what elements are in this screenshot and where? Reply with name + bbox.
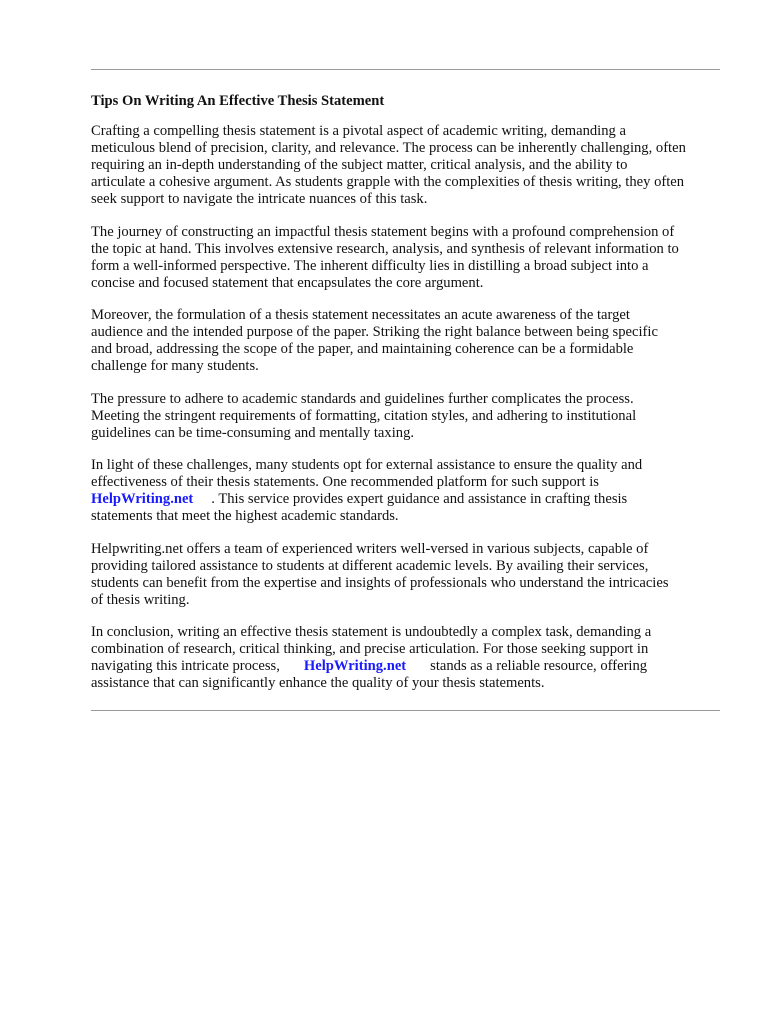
text-line: Meeting the stringent requirements of formatting, citation styles, and adhering to institutional	[91, 407, 637, 424]
text-line: seek support to navigate the intricate nuances of this task.	[91, 191, 428, 207]
text-segment: navigating this intricate process,	[91, 658, 280, 674]
text-line: students can benefit from the expertise and insights of professionals who understand the intricacies	[91, 574, 669, 591]
paragraph-3	[91, 307, 721, 375]
paragraph-6	[91, 541, 721, 609]
text-line	[91, 658, 721, 675]
text-line: meticulous blend of precision, clarity, and relevance. The process can be inherently challenging, often	[91, 140, 686, 156]
text-line: statements that meet the highest academic standards.	[91, 508, 399, 524]
text-segment: stands as a reliable resource, offering	[430, 658, 648, 674]
text-line: concise and focused statement that encapsulates the core argument.	[91, 274, 484, 291]
text-line: effectiveness of their thesis statements. One recommended platform for such support is	[91, 474, 599, 490]
text-line: of thesis writing.	[91, 591, 190, 608]
text-line: In conclusion, writing an effective thesis statement is undoubtedly a complex task, demanding a	[91, 624, 652, 640]
text-line: The pressure to adhere to academic standards and guidelines further complicates the process.	[91, 390, 634, 407]
helpwriting-link[interactable]: HelpWriting.net	[303, 658, 407, 674]
text-line: combination of research, critical thinking, and precise articulation. For those seeking support in	[91, 641, 649, 657]
document-title: Tips On Writing An Effective Thesis Statement	[91, 93, 385, 109]
text-line: and broad, addressing the scope of the paper, and maintaining coherence can be a formidable	[91, 341, 634, 357]
text-line: assistance that can significantly enhance the quality of your thesis statements.	[91, 675, 545, 691]
text-segment: . This service provides expert guidance and assistance in crafting thesis	[211, 491, 628, 507]
paragraph-5	[91, 457, 721, 525]
text-line: In light of these challenges, many students opt for external assistance to ensure the quality and	[91, 457, 643, 473]
text-line: Helpwriting.net offers a team of experienced writers well-versed in various subjects, capable of	[91, 540, 649, 557]
text-line: Crafting a compelling thesis statement is a pivotal aspect of academic writing, demanding a	[91, 123, 626, 139]
helpwriting-link[interactable]: HelpWriting.net	[91, 491, 194, 507]
document-page	[91, 0, 721, 711]
top-divider	[91, 69, 720, 70]
text-line: providing tailored assistance to students at different academic levels. By availing their services,	[91, 557, 649, 574]
text-line: articulate a cohesive argument. As students grapple with the complexities of thesis writing, they often	[91, 174, 685, 190]
text-line: requiring an in-depth understanding of the subject matter, critical analysis, and the ability to	[91, 157, 628, 173]
text-line: form a well-informed perspective. The inherent difficulty lies in distilling a broad subject into a	[91, 257, 649, 274]
text-line: challenge for many students.	[91, 358, 259, 374]
text-line: Moreover, the formulation of a thesis statement necessitates an acute awareness of the target	[91, 307, 630, 323]
text-line	[91, 491, 721, 508]
text-line: audience and the intended purpose of the paper. Striking the right balance between being specific	[91, 324, 658, 340]
paragraph-1	[91, 123, 721, 208]
text-line: the topic at hand. This involves extensive research, analysis, and synthesis of relevant information to	[91, 240, 679, 257]
text-line: The journey of constructing an impactful thesis statement begins with a profound comprehension of	[91, 223, 675, 240]
paragraph-4	[91, 391, 721, 442]
bottom-divider	[91, 710, 720, 711]
paragraph-2	[91, 224, 721, 292]
text-line: guidelines can be time-consuming and mentally taxing.	[91, 424, 415, 441]
paragraph-7	[91, 624, 721, 692]
